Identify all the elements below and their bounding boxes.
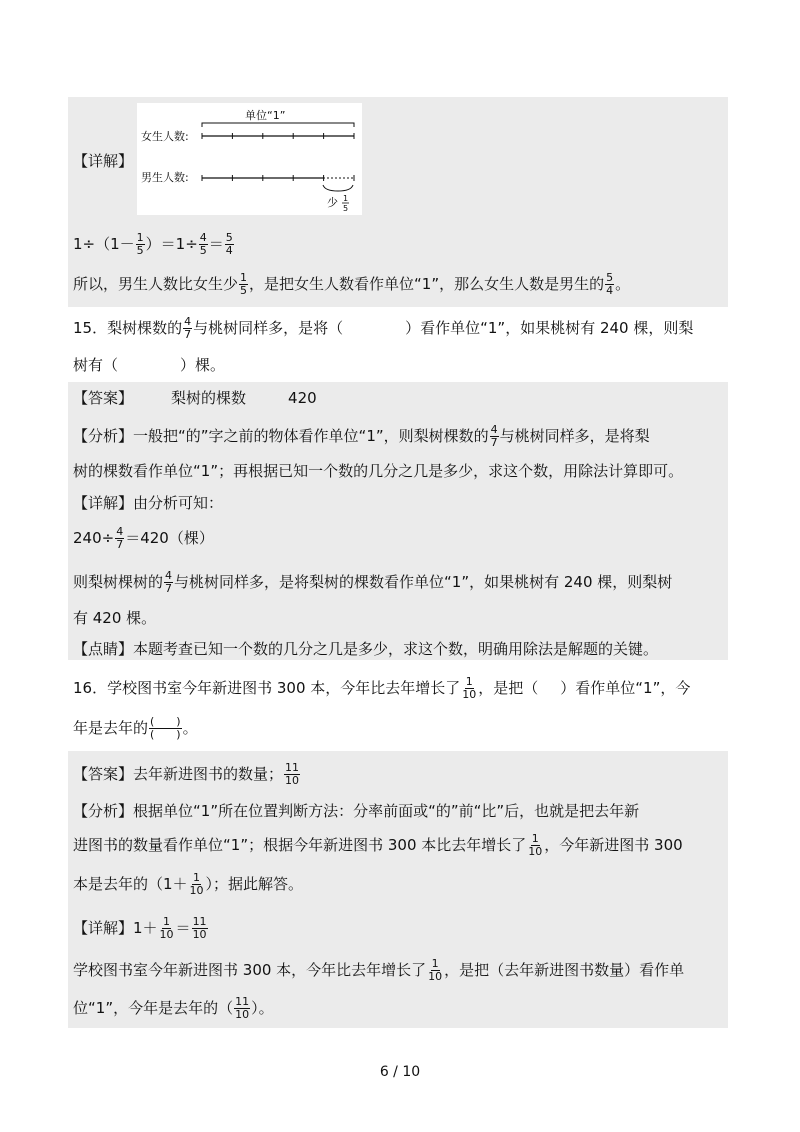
q16-answer: 【答案】去年新进图书的数量； $\frac{11}{10}$ — [73, 761, 300, 787]
q15-detail: 【详解】由分析可知： — [73, 494, 224, 512]
detail-tag: 【详解】 — [73, 152, 134, 170]
diagram-less-num: 1 — [343, 194, 349, 203]
diagram-unit-label: 单位“1” — [245, 109, 286, 122]
q14-calc: 1÷（1－ $\frac{1}{5}$ ）＝1÷ $\frac{4}{5}$ ＝ $\frac{5}{4}$ — [73, 231, 233, 257]
q15-analysis-line2: 树的棵数看作单位“1”；再根据已知一个数的几分之几是多少，求这个数，用除法计算即可。 — [73, 462, 684, 480]
q16-analysis-line2: 进图书的数量看作单位“1”；根据今年新进图书 300 本比去年增长了 $\frac{1}{10}$ ，今年新进图书 300 — [73, 832, 683, 858]
q16-analysis-line3: 本是去年的（1＋ $\frac{1}{10}$ ）；据此解答。 — [73, 871, 304, 897]
q16-stem-line2: 年是去年的 $\frac{( )}{( )}$ 。 — [73, 715, 198, 741]
q15-comment: 【点睛】本题考查已知一个数的几分之几是多少，求这个数，明确用除法是解题的关键。 — [73, 640, 659, 658]
segment-diagram — [137, 103, 362, 215]
q16-stem-line1: 16．学校图书室今年新进图书 300 本，今年比去年增长了 $\frac{1}{10}$ ，是把（ ）看作单位“1”，今 — [73, 675, 691, 701]
q15-conclusion-line1: 则梨树棵树的 $\frac{4}{7}$ 与桃树同样多，是将梨树的棵数看作单位“1”，如果桃树有 240 棵，则梨树 — [73, 569, 673, 595]
q16-detail: 【详解】1＋ $\frac{1}{10}$ ＝ $\frac{11}{10}$ — [73, 915, 207, 941]
q14-conclusion: 所以，男生人数比女生少 $\frac{1}{5}$ ，是把女生人数看作单位“1”，那么女生人数是男生的 $\frac{5}{4}$ 。 — [73, 271, 631, 297]
diagram-boys-label: 男生人数: — [141, 171, 189, 184]
q15-analysis-line1: 【分析】一般把“的”字之前的物体看作单位“1”，则梨树棵数的 $\frac{4}{7}$ 与桃树同样多，是将梨 — [73, 423, 650, 449]
q15-stem-line1: 15．梨树棵数的 $\frac{4}{7}$ 与桃树同样多，是将（ ）看作单位“1”，如果桃树有 240 棵，则梨 — [73, 315, 694, 341]
q16-conclusion-line2: 位“1”，今年是去年的（ $\frac{11}{10}$ ）。 — [73, 995, 274, 1021]
q16-conclusion-line1: 学校图书室今年新进图书 300 本，今年比去年增长了 $\frac{1}{10}$ ，是把（去年新进图书数量）看作单 — [73, 957, 685, 983]
q15-stem-line2: 树有（ ）棵。 — [73, 356, 226, 374]
q15-conclusion-line2: 有 420 棵。 — [73, 609, 157, 627]
q15-answer: 【答案】 梨树的棵数 420 — [73, 389, 317, 407]
diagram-less-den: 5 — [343, 204, 349, 213]
page-number: 6 / 10 — [379, 1064, 421, 1080]
q15-calc: 240÷ $\frac{4}{7}$ ＝420（棵） — [73, 525, 214, 551]
diagram-girls-label: 女生人数: — [141, 130, 189, 143]
q16-analysis-line1: 【分析】根据单位“1”所在位置判断方法：分率前面或“的”前“比”后，也就是把去年新 — [73, 802, 640, 820]
diagram-less-label: 少 — [327, 196, 338, 209]
